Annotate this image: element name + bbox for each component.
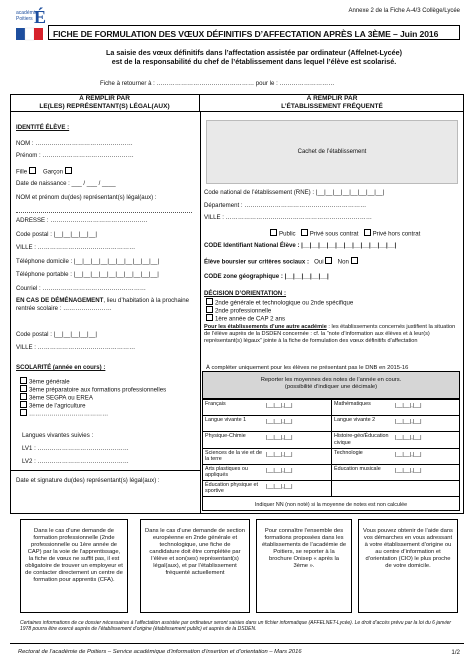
representants-line[interactable] — [16, 212, 192, 213]
ville-2-field[interactable]: VILLE : ………………………………………… — [16, 344, 136, 351]
scol-option-1[interactable]: 3ème générale — [20, 377, 70, 387]
boursier-field: Élève boursier sur critères sociaux : Oui Non — [204, 257, 360, 267]
naissance-field[interactable]: Date de naissance : ___ / ___ / ____ — [16, 180, 116, 187]
info-box-formations: Pour connaître l’ensemble des formations proposées dans les établissements de l’académie de Poitiers, se reporter à la brochure Onisep « après la 3ème ». — [256, 519, 352, 613]
subject-label-right: Langue vivante 2 — [334, 417, 376, 424]
scol-option-3[interactable]: 3ème SEGPA ou EREA — [20, 393, 93, 403]
boursier-non-checkbox[interactable] — [351, 257, 358, 264]
grade-input-right[interactable]: |__|__|,|__| — [395, 467, 422, 474]
grade-input-right[interactable]: |__|__|,|__| — [395, 451, 422, 458]
grade-row-separator — [202, 496, 460, 497]
scolarite-title: SCOLARITÉ (année en cours) : — [16, 364, 106, 371]
subject-label-left: Français — [205, 401, 226, 407]
ine-field[interactable]: CODE Identifiant National Élève : |__|__|__|__|__|__|__|__|__|__|__| — [204, 242, 397, 249]
sexe-field: Fille Garçon — [16, 167, 74, 177]
subject-label-left: Arts plastiques ou appliqués — [205, 465, 248, 478]
subject-label-right: Éducation musicale — [334, 465, 381, 472]
langues-label: Langues vivantes suivies : — [22, 432, 94, 439]
info-box-apprentissage: Dans le cas d’une demande de formation professionnelle (2nde professionnelle ou 1ère année de CAP) par la voie de l’apprentissage, la fiche de vœux ne suffit pas, il est obligatoire de trouver un employeur et de contacter directement un centre de formation pour apprentis (CFA). — [20, 519, 128, 613]
lv1-field[interactable]: LV1 : ……………………………………… — [22, 445, 129, 452]
column-divider — [200, 112, 201, 514]
subject-label-right: Technologie — [334, 449, 363, 456]
scol-option-5[interactable]: ………………………………… — [20, 409, 108, 419]
grade-input-right[interactable]: |__|__|,|__| — [395, 419, 422, 426]
page-title: FICHE DE FORMULATION DES VŒUX DÉFINITIFS D’AFFECTATION APRÈS LA 3ÈME – Juin 2016 — [53, 29, 439, 39]
page-number: 1/2 — [451, 649, 460, 656]
info-box-aide: Vous pouvez obtenir de l’aide dans vos démarches en vous adressant à votre établissement d’origine ou au centre d’information et d’orientation (CIO) le plus proche de votre domicile. — [358, 519, 458, 613]
rne-field[interactable]: Code national de l’établissement (RNE) : |__|__|__|__|__|__|__|__| — [204, 189, 385, 196]
adresse-field[interactable]: ADRESSE : ………………………………………… — [16, 217, 148, 224]
legal-note: Certaines informations de ce dossier nécessaires à l’affectation assistée par ordinateur seront saisies dans un fichier informatique (AFFELNET-Lycée). Le droit d’accès prévu par la loi du 6 janvier 1978 pourra être exercé auprès de l’établissement d’origine (établissement public) et auprès de la DSDEN. — [20, 620, 452, 632]
code-postal-2-field[interactable]: Code postal : |__|__|__|__|__| — [16, 331, 97, 338]
annexe-reference: Annexe 2 de la Fiche A-4/3 Collège/Lycée — [348, 8, 460, 14]
title-box — [48, 25, 460, 40]
departement-field[interactable]: Département : …………………………………………………… — [204, 202, 367, 209]
decision-option-1[interactable]: 2nde générale et technologique ou 2nde spécifique — [206, 298, 353, 308]
code-postal-field[interactable]: Code postal : |__|__|__|__|__| — [16, 231, 97, 238]
fille-checkbox[interactable] — [29, 167, 36, 174]
grade-input-right[interactable]: |__|__|,|__| — [395, 403, 422, 409]
decision-title: DÉCISION D’ORIENTATION : — [204, 290, 287, 297]
subject-label-left: Sciences de la vie et de la terre — [205, 449, 262, 462]
grade-col-divider — [331, 399, 332, 496]
left-header: À REMPLIR PAR LE(LES) REPRÉSENTANT(S) LÉGAL(AUX) — [10, 94, 200, 112]
svg-text:académie: académie — [16, 10, 38, 16]
scol-option-4[interactable]: 3ème de l’agriculture — [20, 401, 86, 411]
subject-label-right: Histoire-géo/Éducation civique — [334, 433, 389, 446]
identity-title: IDENTITÉ ÉLÈVE : — [16, 124, 70, 131]
subject-label-left: Physique-Chimie — [205, 433, 246, 440]
demenagement-block: EN CAS DE DÉMÉNAGEMENT, lieu d’habitation à la prochaine rentrée scolaire : …………………… — [16, 297, 190, 312]
dnb-note: À compléter uniquement pour les élèves ne présentant pas le DNB en 2015-16 — [206, 365, 409, 371]
return-line: Fiche à retourner à : ………………………………………… pour le : ……………………… — [100, 80, 335, 87]
geo-field[interactable]: CODE zone géographique : |__|__|__|__|__| — [204, 273, 329, 280]
decision-option-3[interactable]: 1ère année de CAP 2 ans — [206, 314, 285, 324]
lv2-field[interactable]: LV2 : ……………………………………… — [22, 458, 129, 465]
tel-portable-field[interactable]: Téléphone portable : |__|__|__|__|__|__|__|__|__|__| — [16, 271, 159, 278]
nn-note: Indiquer NN (non noté) si la moyenne de notes est non calculée — [254, 502, 408, 508]
grade-input-left[interactable]: |__|__|,|__| — [266, 467, 293, 474]
signature-separator — [10, 470, 200, 471]
tel-domicile-field[interactable]: Téléphone domicile : |__|__|__|__|__|__|__|__|__|__| — [16, 258, 160, 265]
signature-label: Date et signature du(des) représentant(s) légal(aux) : — [16, 477, 160, 484]
ville-field[interactable]: VILLE : ………………………………………… — [16, 244, 136, 251]
footer-text: Rectorat de l’académie de Poitiers – Service académique d’information d’insertion et d’orientation – Mars 2016 — [18, 649, 302, 655]
subject-label-right: Mathématiques — [334, 401, 371, 407]
grade-input-left[interactable]: |__|__|,|__| — [266, 403, 293, 409]
grade-input-right[interactable]: |__|__|,|__| — [395, 435, 422, 442]
nom-field[interactable]: NOM : ………………………………………… — [16, 140, 133, 147]
footer-separator — [10, 643, 464, 644]
statut-options: Public Privé sous contrat Privé hors contrat — [270, 229, 420, 239]
academie-logo — [14, 6, 48, 44]
representants-label: NOM et prénom du(des) représentant(s) légal(aux) : — [16, 194, 157, 201]
garcon-checkbox[interactable] — [65, 167, 72, 174]
ville-etab-field[interactable]: VILLE : ……………………………………………………………… — [204, 214, 372, 221]
grade-input-left[interactable]: |__|__|,|__| — [266, 435, 293, 442]
subject-label-left: Langue vivante 1 — [205, 417, 247, 424]
grades-table-header: Reporter les moyennes des notes de l’année en cours. (possibilité d’indiquer une décimale) — [202, 371, 460, 399]
grade-input-left[interactable]: |__|__|,|__| — [266, 484, 293, 490]
right-header: À REMPLIR PAR L’ÉTABLISSEMENT FRÉQUENTÉ — [200, 94, 464, 112]
decision-option-2[interactable]: 2nde professionnelle — [206, 306, 271, 316]
intro-text: La saisie des vœux définitifs dans l’affectation assistée par ordinateur (Affelnet-Lycée) est de la responsabilité du chef de l’établissement dans lequel l’élève est scolarisé. — [105, 48, 403, 66]
svg-text:Poitiers: Poitiers — [16, 16, 33, 22]
grade-input-left[interactable]: |__|__|,|__| — [266, 419, 293, 426]
svg-text:É: É — [34, 7, 47, 27]
hors-academie-note: Pour les établissements d’une autre académie : les établissements concernés justifient la situation de l’élève auprès de la DSDEN concernée : cf. la “note d’information aux élèves et à leur(s) représentant(s) légaux” jointe à la fiche de formulation des vœux définitifs d’affectation — [204, 324, 456, 344]
subject-label-left: Éducation physique et sportive — [205, 482, 259, 495]
grade-input-left[interactable]: |__|__|,|__| — [266, 451, 293, 458]
courriel-field[interactable]: Courriel : …………………………………………… — [16, 285, 147, 292]
boursier-oui-checkbox[interactable] — [325, 257, 332, 264]
info-box-section-europeenne: Dans le cas d’une demande de section européenne en 2nde générale et technologique, une fiche de candidature doit être complétée par l’élève et son(ses) représentant(s) légal(aux), et par l’établissement fréquenté actuellement — [140, 519, 250, 613]
prenom-field[interactable]: Prénom : ……………………………………… — [16, 152, 134, 159]
cachet-box[interactable]: Cachet de l’établissement — [206, 120, 458, 184]
scol-option-2[interactable]: 3ème préparatoire aux formations professionnelles — [20, 385, 166, 395]
